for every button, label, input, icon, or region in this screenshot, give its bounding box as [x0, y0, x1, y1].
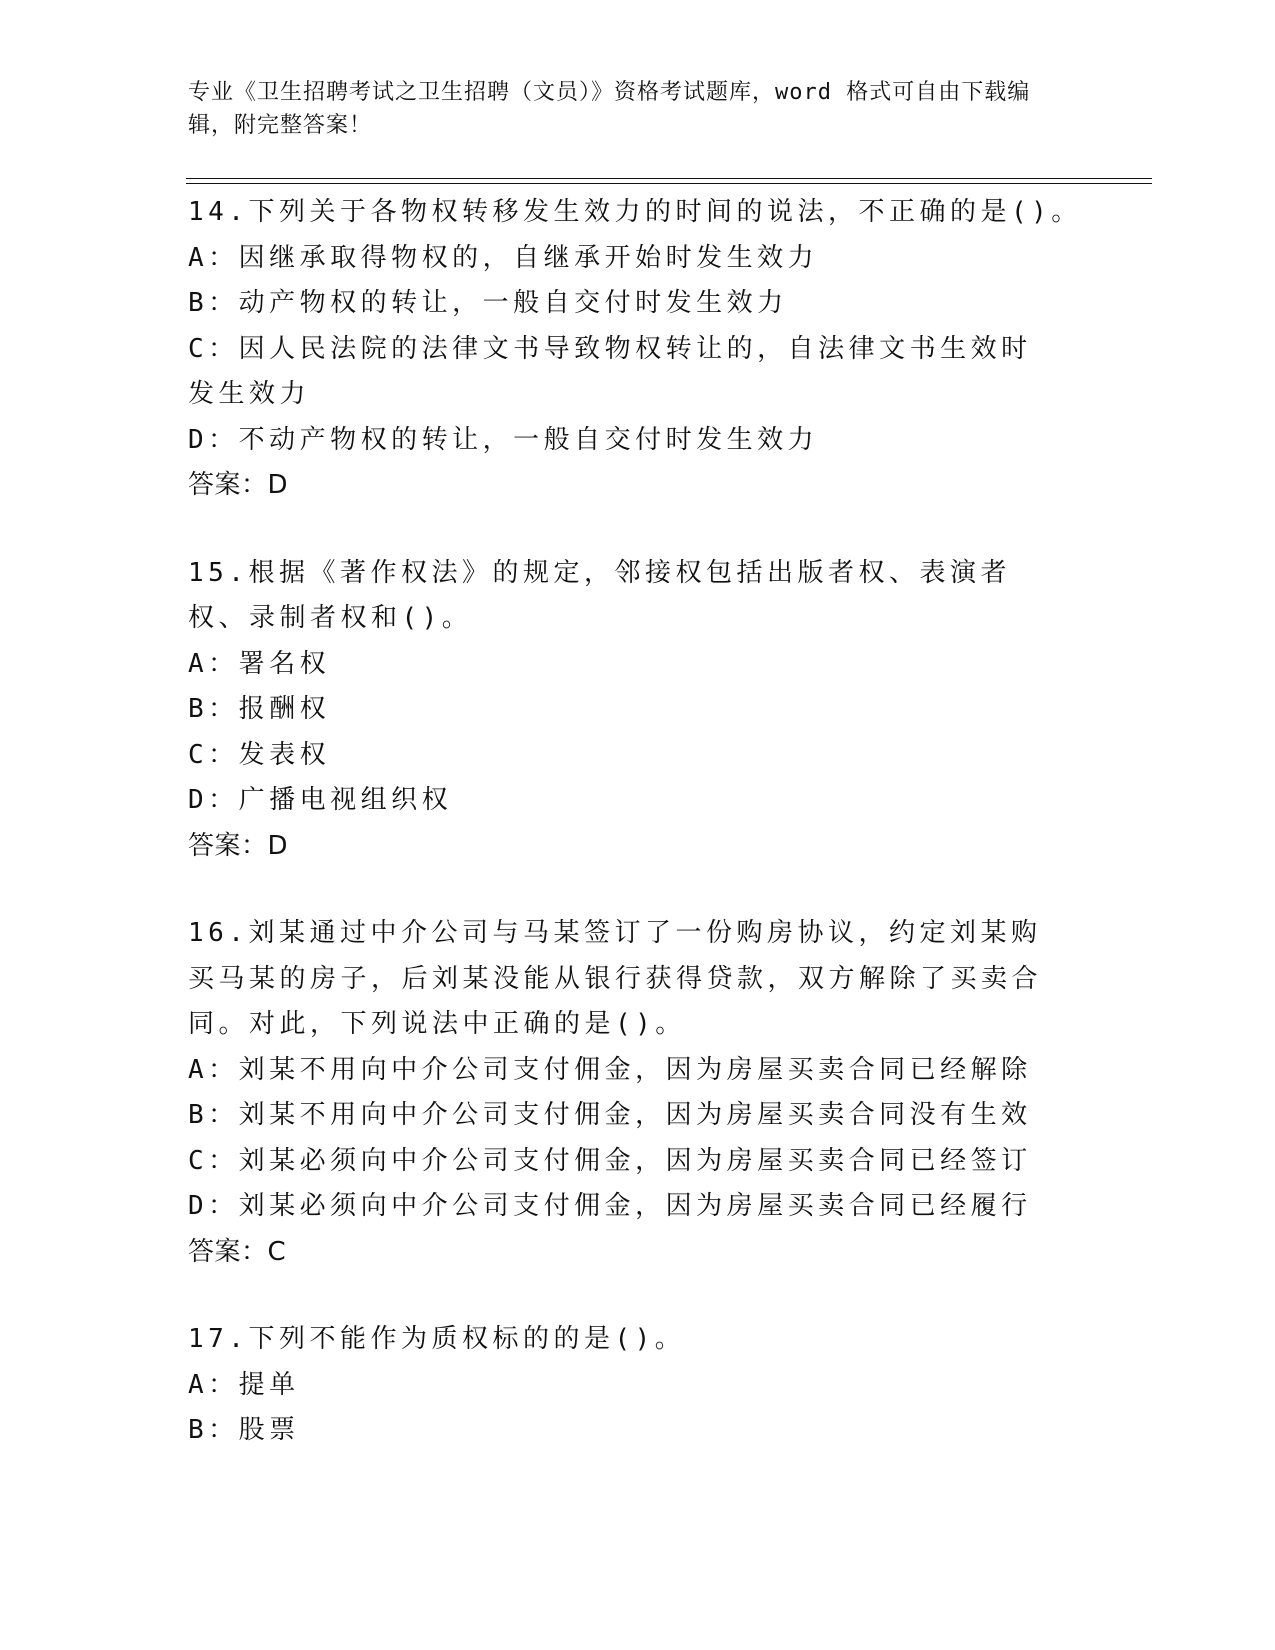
option-b: B：刘某不用向中介公司支付佣金，因为房屋买卖合同没有生效 [188, 1100, 1032, 1130]
header-divider-top [186, 178, 1152, 179]
option-b: B：报酬权 [188, 694, 331, 724]
option-a: A：因继承取得物权的，自继承开始时发生效力 [188, 242, 819, 273]
option-c: C：刘某必须向中介公司支付佣金，因为房屋买卖合同已经签订 [188, 1145, 1032, 1176]
option-d: D：刘某必须向中介公司支付佣金，因为房屋买卖合同已经履行 [188, 1191, 1032, 1221]
option-c: C：因人民法院的法律文书导致物权转让的，自法律文书生效时发生效力 [188, 333, 1032, 409]
option-b: B：动产物权的转让，一般自交付时发生效力 [188, 288, 788, 318]
option-d: D：不动产物权的转让，一般自交付时发生效力 [188, 424, 819, 455]
question-16 [188, 911, 1088, 1275]
option-b: B：股票 [188, 1415, 300, 1445]
question-15 [188, 551, 1088, 870]
question-list [188, 190, 1088, 1496]
answer-label: 答案：C [188, 1236, 287, 1267]
option-d: D：广播电视组织权 [188, 785, 453, 815]
question-14 [188, 190, 1088, 509]
question-stem: 15.根据《著作权法》的规定，邻接权包括出版者权、表演者权、录制者权和()。 [188, 557, 1011, 633]
option-c: C：发表权 [188, 739, 331, 770]
option-a: A：提单 [188, 1369, 300, 1400]
answer-label: 答案：D [188, 470, 289, 500]
question-17 [188, 1317, 1088, 1454]
answer-label: 答案：D [188, 830, 289, 861]
question-stem: 17.下列不能作为质权标的的是()。 [188, 1324, 686, 1354]
option-a: A：刘某不用向中介公司支付佣金，因为房屋买卖合同已经解除 [188, 1054, 1032, 1085]
header-divider-bottom [186, 183, 1152, 184]
document-header: 专业《卫生招聘考试之卫生招聘（文员）》资格考试题库，word 格式可自由下载编辑，附完整答案！ [188, 80, 1031, 138]
question-stem: 14.下列关于各物权转移发生效力的时间的说法，不正确的是()。 [188, 197, 1082, 227]
option-a: A：署名权 [188, 648, 331, 679]
question-stem: 16.刘某通过中介公司与马某签订了一份购房协议，约定刘某购买马某的房子，后刘某没能从银行获得贷款，双方解除了买卖合同。对此，下列说法中正确的是()。 [188, 918, 1043, 1039]
